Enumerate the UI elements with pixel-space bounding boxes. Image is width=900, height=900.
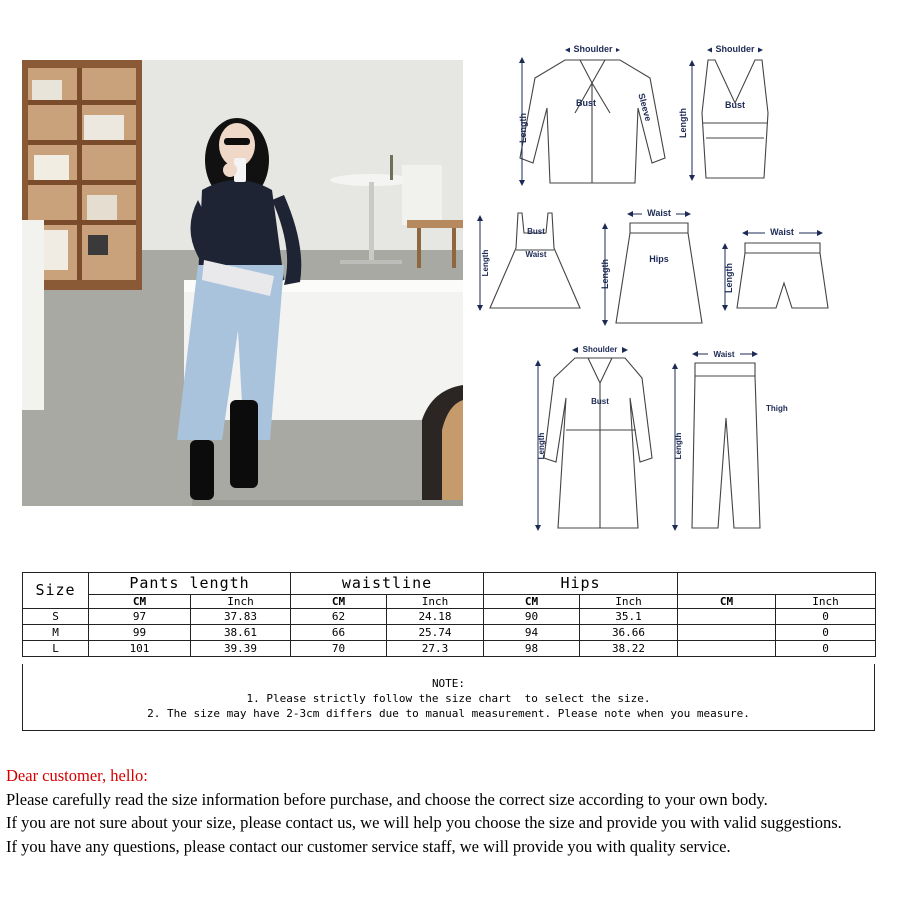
unit-inch: Inch <box>776 595 876 609</box>
table-cell: 97 <box>89 609 191 625</box>
table-cell: 39.39 <box>191 641 291 657</box>
table-row <box>23 641 876 657</box>
unit-cm: CM <box>291 595 387 609</box>
unit-cm: CM <box>484 595 580 609</box>
table-cell: 70 <box>291 641 387 657</box>
pants-diagram <box>692 363 760 528</box>
vest-shoulder-label: Shoulder <box>715 44 755 54</box>
unit-inch: Inch <box>387 595 484 609</box>
table-cell: 99 <box>89 625 191 641</box>
table-cell: 38.22 <box>580 641 678 657</box>
table-cell: 35.1 <box>580 609 678 625</box>
message-line-3: If you have any questions, please contact our customer service staff, we will provide you with quality service. <box>6 836 731 856</box>
size-cell: S <box>23 609 89 625</box>
table-cell: 94 <box>484 625 580 641</box>
skirt-length-label: Length <box>600 259 610 289</box>
group-header-hips: Hips <box>484 573 678 595</box>
group-header-pants-length: Pants length <box>89 573 291 595</box>
dress-length-label: Length <box>481 249 490 277</box>
table-cell: 66 <box>291 625 387 641</box>
table-cell: 90 <box>484 609 580 625</box>
table-cell: 0 <box>776 609 876 625</box>
product-photo <box>22 60 463 506</box>
greeting: Dear customer, hello: <box>6 766 148 785</box>
shirt-sleeve-label: Sleeve <box>636 92 654 123</box>
unit-inch: Inch <box>580 595 678 609</box>
table-cell: 62 <box>291 609 387 625</box>
pants-length-label: Length <box>674 432 683 460</box>
size-table <box>22 572 876 657</box>
unit-inch: Inch <box>191 595 291 609</box>
unit-cm: CM <box>89 595 191 609</box>
pants-waist-label: Waist <box>713 350 735 359</box>
group-header-waistline: waistline <box>291 573 484 595</box>
size-column-header: Size <box>23 573 89 609</box>
vest-diagram <box>702 60 768 178</box>
skirt-diagram <box>616 223 702 323</box>
table-cell: 38.61 <box>191 625 291 641</box>
table-cell: 0 <box>776 641 876 657</box>
shorts-length-label: Length <box>724 263 734 293</box>
note-title: NOTE: <box>431 677 466 690</box>
table-row <box>23 625 876 641</box>
skirt-hips-label: Hips <box>649 254 669 264</box>
group-header-empty <box>678 573 876 595</box>
dress-bust-label: Bust <box>527 227 545 236</box>
message-line-1: Please carefully read the size information before purchase, and choose the correct size according to your own body. <box>6 789 768 809</box>
shirt-diagram <box>520 60 665 183</box>
shirt-length-label: Length <box>518 113 528 143</box>
table-cell: 37.83 <box>191 609 291 625</box>
measurement-diagrams <box>470 38 870 538</box>
size-cell: M <box>23 625 89 641</box>
shirt-shoulder-label: Shoulder <box>573 44 613 54</box>
shorts-waist-label: Waist <box>770 227 794 237</box>
size-note <box>22 664 875 731</box>
coat-diagram <box>544 358 652 528</box>
table-cell: 27.3 <box>387 641 484 657</box>
skirt-waist-label: Waist <box>647 208 671 218</box>
customer-message <box>6 764 898 858</box>
shorts-diagram <box>737 243 828 308</box>
pants-thigh-label: Thigh <box>766 404 788 413</box>
note-line-1: 1. Please strictly follow the size chart to select the size. <box>246 692 651 705</box>
table-cell: 101 <box>89 641 191 657</box>
table-cell <box>678 625 776 641</box>
note-line-2: 2. The size may have 2-3cm differs due to manual measurement. Please note when you measure. <box>147 707 750 720</box>
table-cell <box>678 641 776 657</box>
message-line-2: If you are not sure about your size, please contact us, we will help you choose the size and provide you with valid suggestions. <box>6 813 842 832</box>
table-row <box>23 609 876 625</box>
coat-length-label: Length <box>537 432 546 460</box>
table-cell: 24.18 <box>387 609 484 625</box>
table-cell: 0 <box>776 625 876 641</box>
table-cell: 36.66 <box>580 625 678 641</box>
table-cell: 98 <box>484 641 580 657</box>
size-cell: L <box>23 641 89 657</box>
unit-cm: CM <box>678 595 776 609</box>
table-cell <box>678 609 776 625</box>
vest-bust-label: Bust <box>725 100 745 110</box>
coat-bust-label: Bust <box>591 397 609 406</box>
vest-length-label: Length <box>678 108 688 138</box>
dress-waist-label: Waist <box>525 250 547 259</box>
shirt-bust-label: Bust <box>576 98 596 108</box>
coat-shoulder-label: Shoulder <box>582 345 618 354</box>
table-cell: 25.74 <box>387 625 484 641</box>
